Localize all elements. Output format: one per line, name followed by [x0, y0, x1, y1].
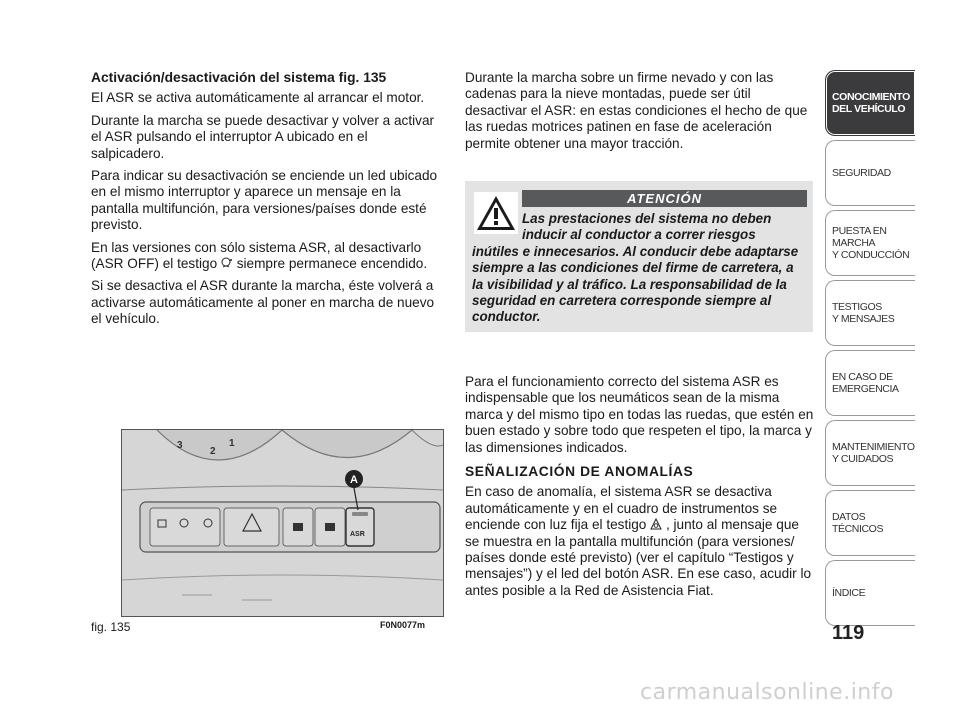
- paragraph: Para el funcionamiento correcto del sistema ASR es indispensable que los neumáticos sean de la misma marca y del mismo tipo en todas las ruedas, que estén en buen estado y sobre todo que respeten el tipo, la marca y las dimensiones indicados.: [465, 374, 814, 455]
- warning-box: [465, 181, 813, 332]
- dial-number: 1: [229, 438, 235, 449]
- tab-conocimiento[interactable]: CONOCIMIENTO DEL VEHÍCULO: [825, 70, 915, 136]
- paragraph: Durante la marcha se puede desactivar y volver a activar el ASR pulsando el interruptor A ubicado en el salpicadero.: [91, 112, 435, 161]
- tab-mantenimiento[interactable]: MANTENIMIENTO Y CUIDADOS: [825, 420, 915, 486]
- callout-label: A: [350, 474, 358, 486]
- lock-icon: [293, 523, 303, 531]
- paragraph: Si se desactiva el ASR durante la marcha, éste volverá a activarse automáticamente al poner en marcha de nuevo el vehículo.: [91, 278, 435, 327]
- warning-title: ATENCIÓN: [522, 190, 807, 207]
- paragraph: En caso de anomalía, el sistema ASR se desactiva automáticamente y en el cuadro de instrumentos se enciende con luz fija el testigo , junto al mensaje que se muestra en la pantalla multifunción (para versiones/ países donde esté previsto) (ver el capítulo “Testigos y mensajes”) y el led del botón ASR. En ese caso, acudir lo antes posible a la Red de Asistencia Fiat.: [465, 484, 812, 598]
- tab-testigos[interactable]: TESTIGOS Y MENSAJES: [825, 280, 915, 346]
- right-column-top: [465, 70, 815, 158]
- right-column-bottom: [465, 374, 815, 605]
- asr-led: [352, 512, 368, 516]
- paragraph: En las versiones con sólo sistema ASR, al desactivarlo (ASR OFF) el testigo siempre permanece encendido.: [91, 239, 428, 272]
- tab-seguridad[interactable]: SEGURIDAD: [825, 140, 915, 206]
- paragraph: El ASR se activa automáticamente al arrancar el motor.: [91, 90, 425, 106]
- tab-indice[interactable]: ÍNDICE: [825, 560, 915, 626]
- section-heading: Activación/desactivación del sistema fig. 135: [91, 70, 387, 85]
- figure-code: F0N0077m: [380, 620, 426, 630]
- asr-failure-warning-icon: [650, 518, 662, 530]
- warning-text: Las prestaciones del sistema no deben inducir al conductor a correr riesgos inútiles e innecesarios. Al conducir debe adaptarse siempre a las condiciones del firme de carretera, a la visibilidad y al tráfico. La responsabilidad de la seguridad en carretera corresponde siempre al conductor.: [472, 211, 799, 325]
- lock-icon: [325, 523, 335, 531]
- dial-number: 2: [210, 446, 216, 457]
- paragraph: Para indicar su desactivación se enciende un led ubicado en el mismo interruptor y aparece un mensaje en la pantalla multifunción, para versiones/países donde esté previsto.: [91, 168, 438, 233]
- watermark: carmanualsonline.info: [640, 680, 894, 705]
- figure-caption: fig. 135: [91, 620, 131, 634]
- page-number: 119: [832, 622, 865, 644]
- section-heading: SEÑALIZACIÓN DE ANOMALÍAS: [465, 464, 694, 480]
- tab-emergencia[interactable]: EN CASO DE EMERGENCIA: [825, 350, 915, 416]
- chapter-tabs: [825, 70, 915, 630]
- dial-number: 3: [177, 440, 183, 451]
- asr-button-label: ASR: [350, 531, 365, 538]
- left-column: [91, 70, 443, 334]
- dashboard-switch-figure: [121, 429, 444, 617]
- tab-puesta-en-marcha[interactable]: PUESTA EN MARCHA Y CONDUCCIÓN: [825, 210, 915, 276]
- switch-panel-illustration: [122, 430, 443, 616]
- tab-datos-tecnicos[interactable]: DATOS TÉCNICOS: [825, 490, 915, 556]
- paragraph: Durante la marcha sobre un firme nevado y con las cadenas para la nieve montadas, puede ser útil desactivar el ASR: en estas condiciones el hecho de que las ruedas motrices patinen en fase de aceleración permite obtener una mayor tracción.: [465, 70, 808, 151]
- asr-off-warning-icon: [221, 257, 233, 269]
